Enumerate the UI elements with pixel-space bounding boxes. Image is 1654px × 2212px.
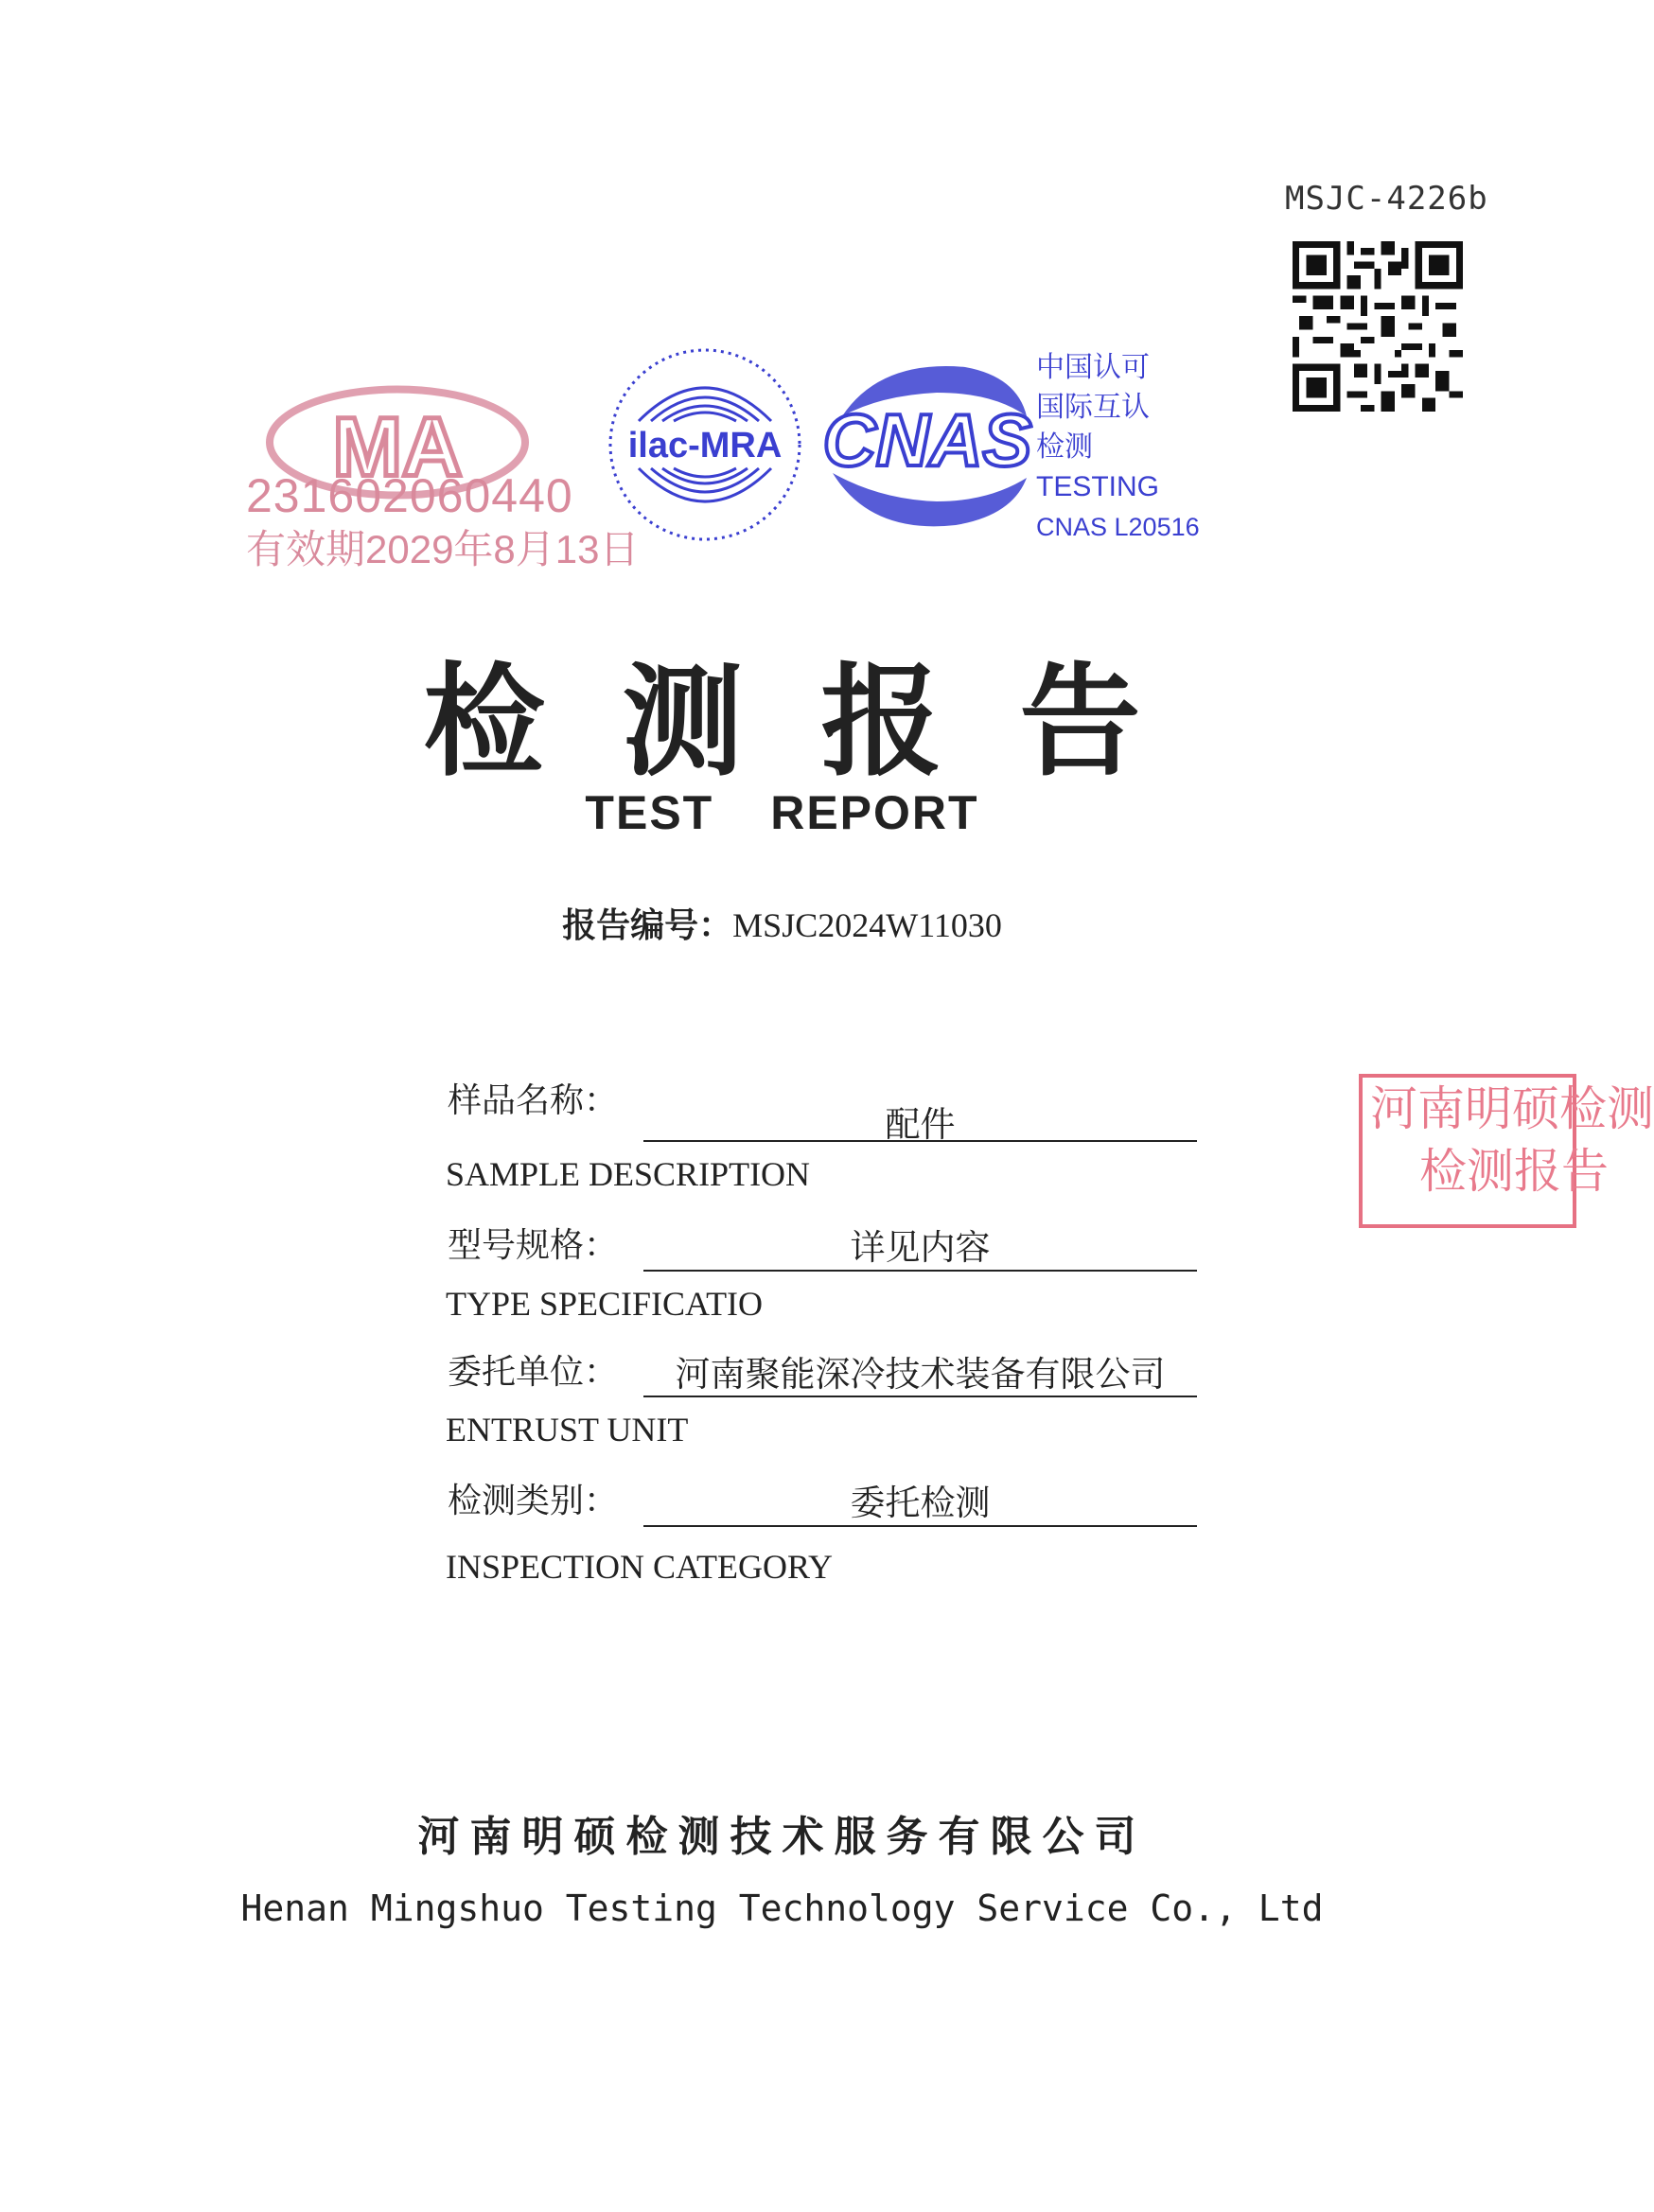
company-stamp bbox=[1359, 1074, 1654, 1228]
cnas-line: 国际互认 bbox=[1036, 392, 1150, 423]
ilac-mra-logo bbox=[606, 345, 804, 544]
cnas-line: 检测 bbox=[1036, 431, 1093, 463]
cma-mark: MA bbox=[332, 399, 463, 494]
qr-code bbox=[1293, 241, 1463, 412]
stamp-line: 检测报告 bbox=[1419, 1145, 1609, 1198]
field-underline bbox=[643, 1525, 1197, 1527]
report-number-label: 报告编号： bbox=[562, 905, 733, 944]
cma-validity: 有效期2029年8月13日 bbox=[246, 527, 640, 571]
field-underline bbox=[643, 1396, 1197, 1397]
cnas-line: TESTING bbox=[1036, 471, 1160, 502]
field-label-cn: 型号规格： bbox=[448, 1226, 619, 1264]
cnas-logo bbox=[814, 350, 1041, 539]
report-number-value: MSJC2024W11030 bbox=[732, 906, 1002, 944]
field-underline bbox=[643, 1140, 1197, 1142]
field-label-en: INSPECTION CATEGORY bbox=[446, 1548, 834, 1586]
field-value-entrust: 河南聚能深冷技术装备有限公司 bbox=[675, 1356, 1166, 1395]
document-code: MSJC-4226b bbox=[1285, 180, 1488, 218]
title-en bbox=[0, 785, 1564, 840]
title-en-word: REPORT bbox=[770, 786, 979, 839]
company-name-en: Henan Mingshuo Testing Technology Service Co., Ltd bbox=[240, 1887, 1324, 1929]
title-en-word: TEST bbox=[585, 786, 714, 839]
cma-number: 231602060440 bbox=[246, 469, 573, 522]
field-label-en: ENTRUST UNIT bbox=[446, 1411, 689, 1448]
field-value-category: 委托检测 bbox=[850, 1484, 991, 1523]
field-label-cn: 样品名称： bbox=[448, 1081, 619, 1119]
title-cn: 检测报告 bbox=[423, 651, 1219, 793]
stamp-line: 河南明硕检测 bbox=[1370, 1082, 1654, 1135]
field-underline bbox=[643, 1270, 1197, 1272]
cnas-line: CNAS L20516 bbox=[1036, 513, 1200, 541]
field-label-cn: 委托单位： bbox=[448, 1353, 619, 1391]
cnas-side-text bbox=[1036, 348, 1200, 547]
field-value-type: 详见内容 bbox=[850, 1229, 991, 1268]
field-label-cn: 检测类别： bbox=[448, 1482, 619, 1519]
field-label-en: SAMPLE DESCRIPTION bbox=[446, 1155, 811, 1193]
cnas-line: 中国认可 bbox=[1036, 352, 1150, 383]
ilac-text: ilac-MRA bbox=[627, 426, 783, 465]
field-value-sample: 配件 bbox=[885, 1106, 956, 1145]
field-label-en: TYPE SPECIFICATIO bbox=[446, 1285, 764, 1323]
cnas-text: CNAS bbox=[822, 398, 1032, 482]
company-name-cn: 河南明硕检测技术服务有限公司 bbox=[417, 1814, 1147, 1860]
report-number bbox=[0, 899, 1564, 947]
